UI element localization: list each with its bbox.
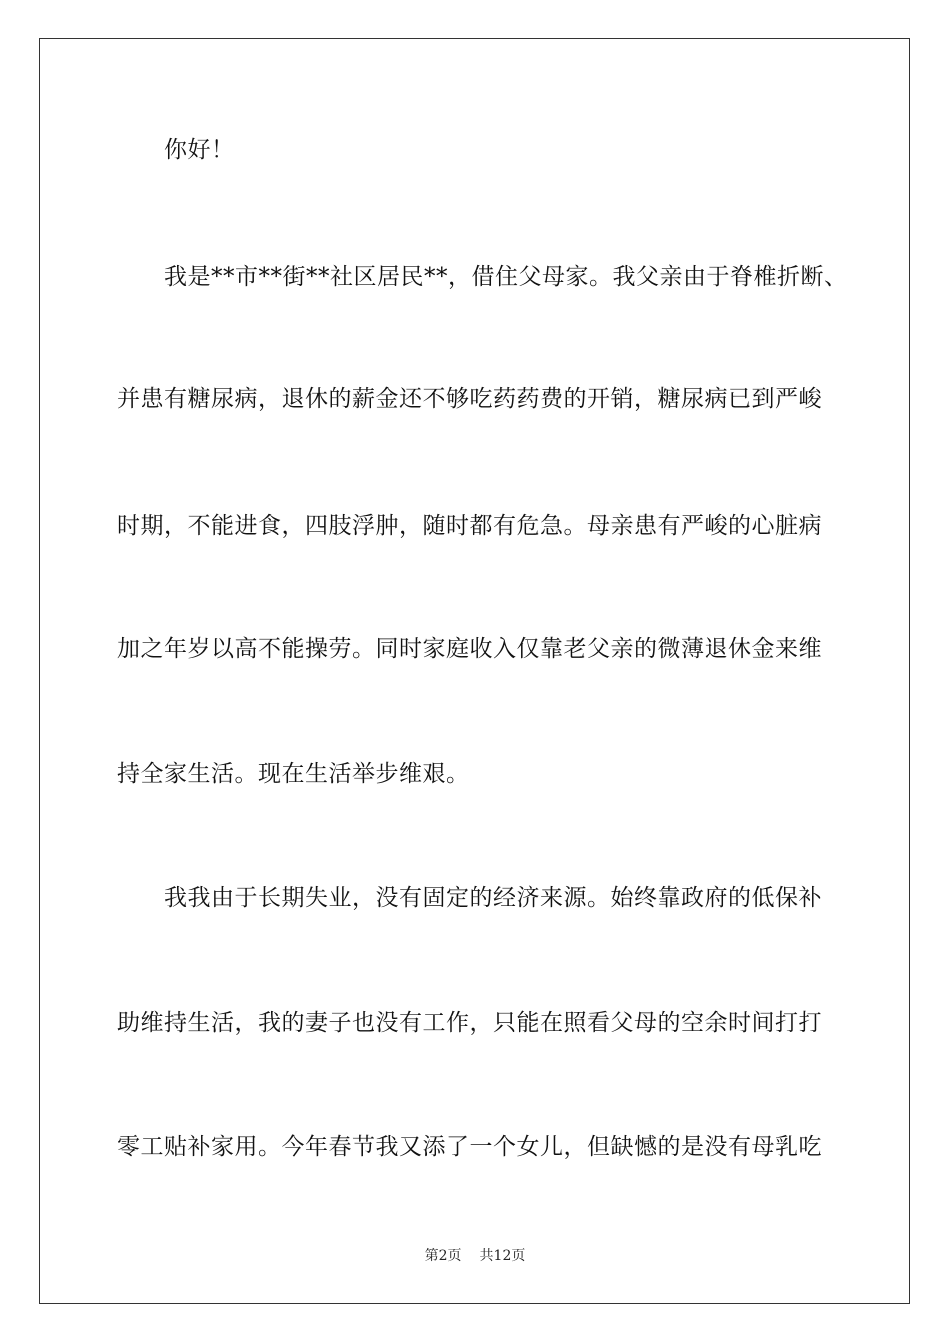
paragraph-2-line-3: 零工贴补家用。今年春节我又添了一个女儿，但缺憾的是没有母乳吃: [117, 1134, 822, 1160]
paragraph-1-line-2: 并患有糖尿病，退休的薪金还不够吃药药费的开销，糖尿病已到严峻: [117, 386, 822, 412]
page-number-current: 第2页: [424, 1248, 462, 1264]
paragraph-1-line-3: 时期，不能进食，四肢浮肿，随时都有危急。母亲患有严峻的心脏病: [117, 513, 822, 539]
page-border: [39, 38, 910, 1304]
page-footer: [0, 1247, 950, 1265]
paragraph-1-line-4: 加之年岁以高不能操劳。同时家庭收入仅靠老父亲的微薄退休金来维: [117, 636, 822, 662]
paragraph-1-line-1: 我是**市**街**社区居民**，借住父母家。我父亲由于脊椎折断、: [164, 264, 848, 290]
paragraph-2-line-1: 我我由于长期失业，没有固定的经济来源。始终靠政府的低保补: [164, 885, 822, 911]
greeting-line: 你好！: [164, 137, 235, 163]
page-number-total: 共12页: [479, 1248, 526, 1264]
paragraph-1-line-5: 持全家生活。现在生活举步维艰。: [117, 761, 470, 787]
paragraph-2-line-2: 助维持生活，我的妻子也没有工作，只能在照看父母的空余时间打打: [117, 1010, 822, 1036]
